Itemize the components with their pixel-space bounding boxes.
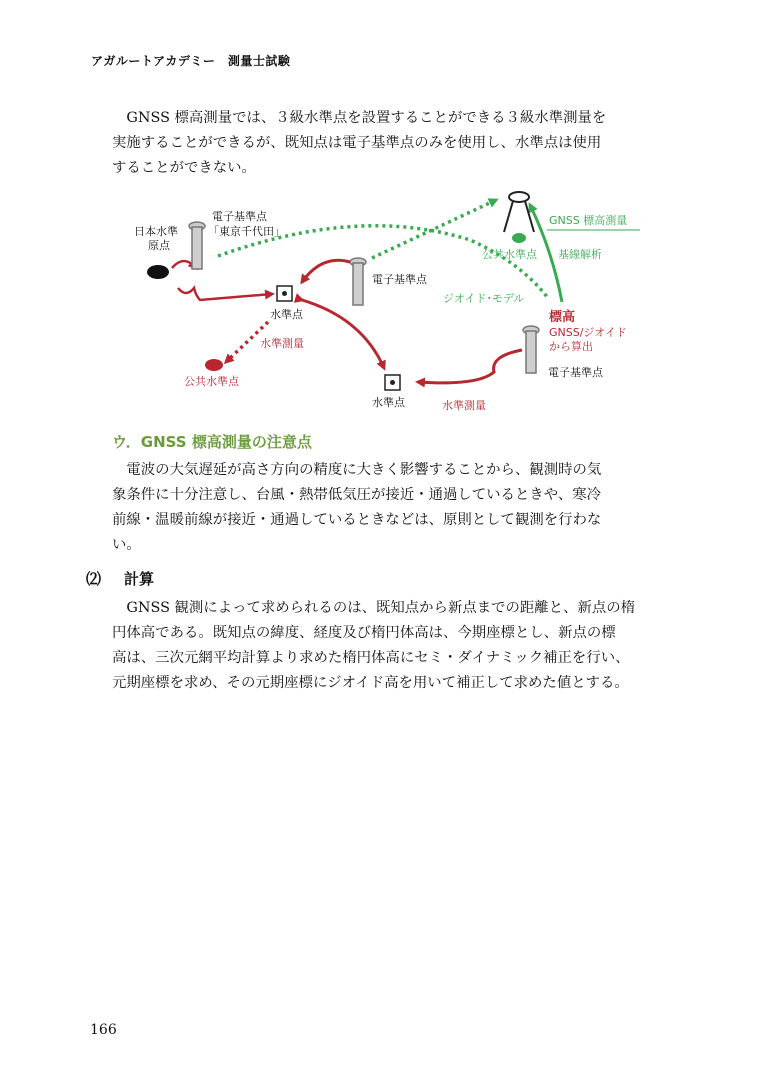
label-denshi-right: 電子基準点	[548, 366, 603, 379]
intro-line: することができない。	[112, 160, 256, 176]
label-gnss-survey: GNSS 標高測量	[549, 214, 628, 227]
section-u-line: い。	[112, 537, 141, 553]
label-geoid-model: ジオイド･モデル	[443, 292, 525, 305]
section-2-paragraph	[112, 596, 660, 696]
running-header: アガルートアカデミー 測量士試験	[91, 54, 291, 68]
section-2-line: GNSS 観測によって求められるのは、既知点から新点までの距離と、新点の楕	[126, 600, 636, 616]
section-2-heading	[86, 568, 154, 589]
gnss-to-antenna-arrow	[372, 200, 496, 258]
label-denshi-mid: 電子基準点	[372, 273, 427, 286]
label-public-bm-green: 公共水準点	[482, 248, 537, 261]
section-2-title: 計算	[124, 570, 155, 588]
leveling-origin-dot	[147, 265, 169, 279]
section-2-line: 高は、三次元網平均計算より求めた楕円体高にセミ・ダイナミック補正を行い、	[112, 650, 630, 666]
label-baseline: 基線解析	[558, 248, 602, 261]
reference-station-right-icon	[523, 326, 539, 373]
label-public-bm-red: 公共水準点	[184, 375, 239, 388]
intro-line: 実施することができるが、既知点は電子基準点のみを使用し、水準点は使用	[112, 135, 602, 151]
benchmark-bottom-icon	[385, 375, 400, 390]
page-number: 166	[90, 1022, 117, 1038]
label-gnss-geoid: GNSS/ジオイド	[549, 326, 627, 339]
section-u-line: 電波の大気遅延が高さ方向の精度に大きく影響することから、観測時の気	[126, 462, 602, 478]
label-leveling-bottom: 水準測量	[442, 399, 486, 412]
label-suijunten-bottom: 水準点	[372, 396, 405, 409]
section-u-paragraph	[112, 458, 660, 558]
public-benchmark-red-dot	[205, 359, 223, 371]
label-denshi-tokyo: 電子基準点	[212, 210, 267, 223]
section-2-line: 円体高である。既知点の緯度、経度及び楕円体高は、今期座標とし、新点の標	[112, 625, 616, 641]
section-2-number: ⑵	[86, 570, 102, 588]
reference-station-tokyo-icon	[189, 222, 205, 269]
geoid-model-path	[218, 226, 548, 298]
label-suijunten-left: 水準点	[270, 308, 303, 321]
intro-paragraph	[112, 106, 660, 181]
section-u-line: 象条件に十分注意し、台風・熱帯低気圧が接近・通過しているときや、寒冷	[112, 487, 601, 503]
label-gnss-geoid-2: から算出	[549, 340, 593, 353]
label-nihon-suijun: 日本水準	[134, 225, 178, 238]
label-hyoko: 標高	[549, 310, 576, 325]
label-denshi-tokyo-2: 「東京千代田」	[208, 225, 285, 238]
label-leveling-left: 水準測量	[260, 337, 304, 350]
gnss-antenna-icon	[504, 192, 534, 232]
label-nihon-suijun-2: 原点	[148, 239, 170, 252]
public-benchmark-green-dot	[512, 233, 526, 243]
section-2-line: 元期座標を求め、その元期座標にジオイド高を用いて補正して求めた値とする。	[112, 675, 629, 691]
baseline-arrow	[530, 205, 562, 302]
section-u-line: 前線・温暖前線が接近・通過しているときなどは、原則として観測を行わな	[112, 512, 602, 528]
reference-station-mid-icon	[350, 258, 366, 305]
section-u-title: ウ．GNSS 標高測量の注意点	[112, 433, 312, 451]
benchmark-left-icon	[277, 286, 292, 301]
intro-line: GNSS 標高測量では、３級水準点を設置することができる３級水準測量を	[126, 110, 607, 126]
